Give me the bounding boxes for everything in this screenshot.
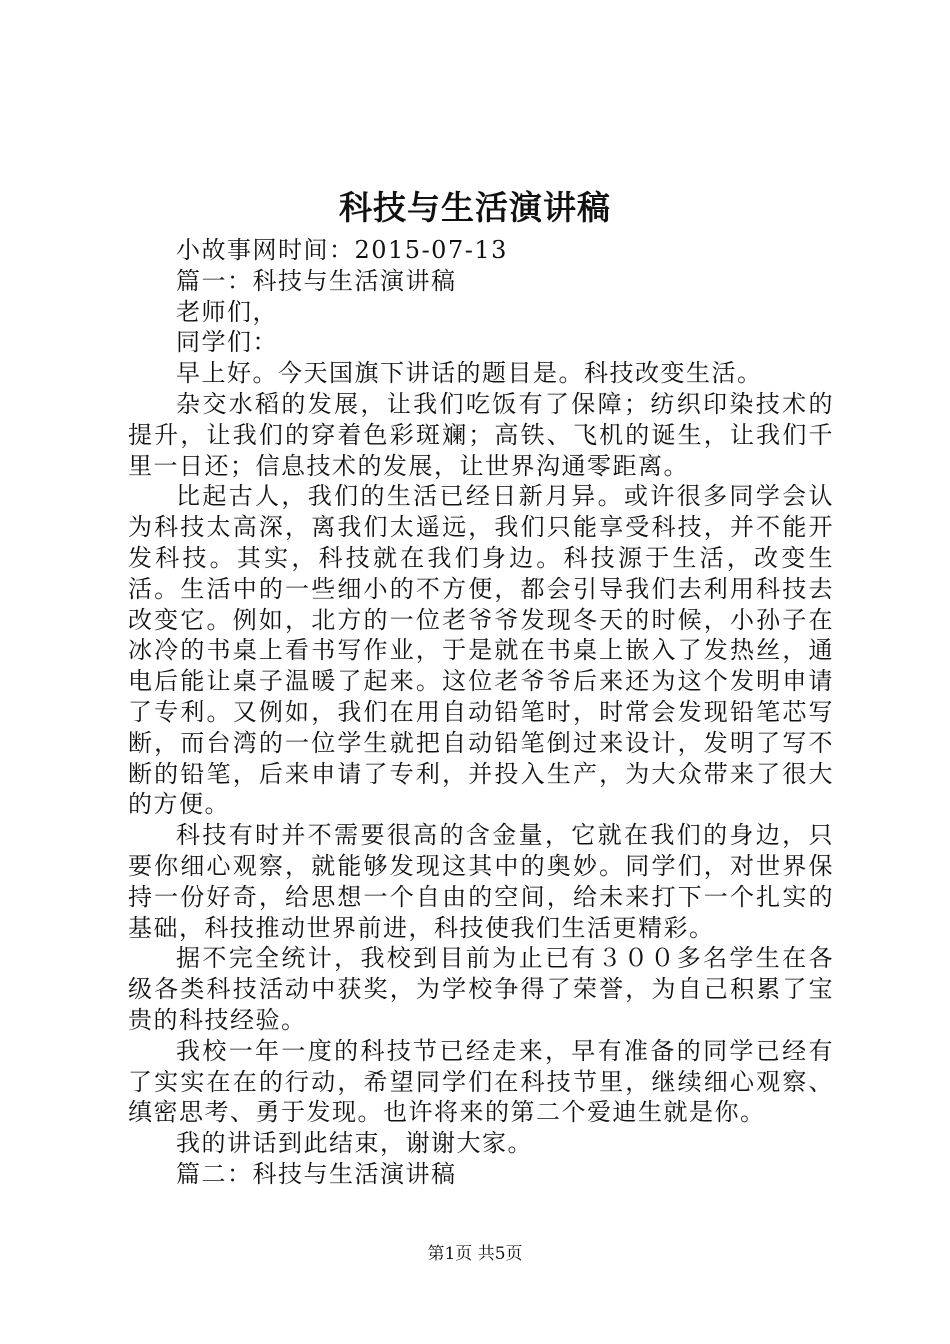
paragraph-closing: 我的讲话到此结束，谢谢大家。 — [176, 1129, 533, 1158]
salutation-students: 同学们： — [176, 328, 278, 357]
paragraph-greeting: 早上好。今天国旗下讲话的题目是。科技改变生活。 — [176, 359, 763, 388]
section-heading-1: 篇一：科技与生活演讲稿 — [176, 266, 457, 295]
section-heading-2: 篇二：科技与生活演讲稿 — [176, 1159, 457, 1188]
meta-date-line: 小故事网时间：2015-07-13 — [176, 236, 508, 264]
paragraph: 科技有时并不需要很高的含金量，它就在我们的身边，只要你细心观察，就能够发现这其中的奥妙。同学们，对世界保持一份好奇，给思想一个自由的空间，给未来打下一个扎实的基础，科技推动世界前进，科技使我们生活更精彩。 — [128, 821, 834, 942]
salutation-teachers: 老师们， — [176, 297, 278, 326]
paragraph: 杂交水稻的发展，让我们吃饭有了保障；纺织印染技术的提升，让我们的穿着色彩斑斓；高铁、飞机的诞生，让我们千里一日还；信息技术的发展，让世界沟通零距离。 — [128, 389, 834, 480]
page-footer: 第1页 共5页 — [427, 1244, 523, 1264]
paragraph: 我校一年一度的科技节已经走来，早有准备的同学已经有了实实在在的行动，希望同学们在科技节里，继续细心观察、缜密思考、勇于发现。也许将来的第二个爱迪生就是你。 — [128, 1036, 834, 1127]
document-title: 科技与生活演讲稿 — [339, 188, 611, 227]
document-body — [128, 235, 834, 1190]
paragraph: 据不完全统计，我校到目前为止已有３００多名学生在各级各类科技活动中获奖，为学校争得了荣誉，为自己积累了宝贵的科技经验。 — [128, 944, 834, 1034]
paragraph: 比起古人，我们的生活已经日新月异。或许很多同学会认为科技太高深，离我们太遥远，我们只能享受科技，并不能开发科技。其实，科技就在我们身边。科技源于生活，改变生活。生活中的一些细小的不方便，都会引导我们去利用科技去改变它。例如，北方的一位老爷爷发现冬天的时候，小孙子在冰冷的书桌上看书写作业，于是就在书桌上嵌入了发热丝，通电后能让桌子温暖了起来。这位老爷爷后来还为这个发明申请了专利。又例如，我们在用自动铅笔时，时常会发现铅笔芯写断，而台湾的一位学生就把自动铅笔倒过来设计，发明了写不断的铅笔，后来申请了专利，并投入生产，为大众带来了很大的方便。 — [128, 482, 834, 819]
